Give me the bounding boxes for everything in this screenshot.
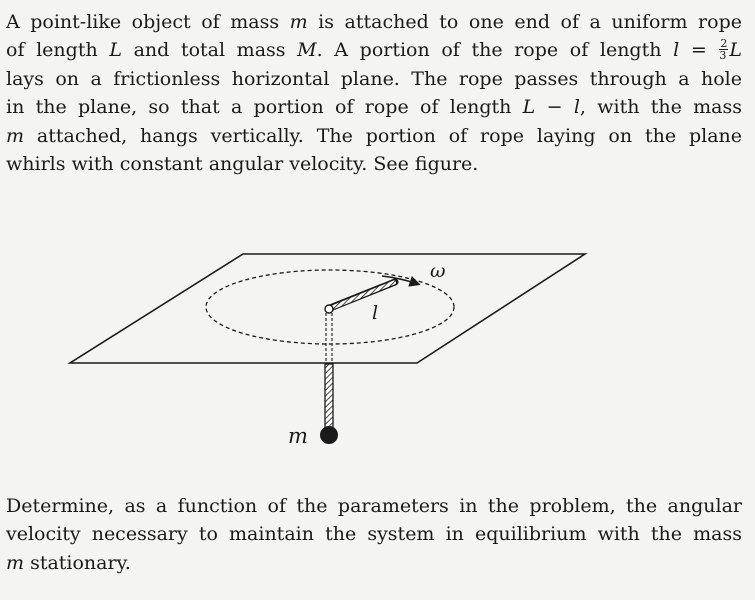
intro-line-5: m attached, hangs vertically. The portion of rope laying on the plane xyxy=(6,124,742,147)
var-M: M xyxy=(297,39,317,62)
fraction-two-thirds: $\frac{2}{3}$ xyxy=(719,36,728,62)
question-statement xyxy=(6,492,742,577)
problem-statement xyxy=(6,8,742,178)
rope-diagram-svg xyxy=(0,240,755,470)
var-m: m xyxy=(289,11,308,33)
intro-line-4: in the plane, so that a portion of rope of length L − l, with the mass xyxy=(6,96,742,119)
question-line-1: Determine, as a function of the parameters in the problem, the angular xyxy=(6,495,742,517)
var-m: m xyxy=(6,124,25,147)
rope-hanging xyxy=(325,364,333,430)
var-L: L xyxy=(109,39,122,62)
intro-line-6: whirls with constant angular velocity. See figure. xyxy=(6,153,479,176)
rope-on-plane-fill xyxy=(331,283,394,309)
var-m: m xyxy=(6,551,25,574)
var-l: l xyxy=(573,96,580,119)
intro-line-3: lays on a frictionless horizontal plane. The rope passes through a hole xyxy=(6,67,742,90)
question-line-3: m stationary. xyxy=(6,551,131,574)
intro-line-2: of length L and total mass M. A portion of the rope of length l = $\frac{2}{3}$ L xyxy=(6,36,742,62)
rope-length-label: l xyxy=(372,302,379,324)
mass-label: m xyxy=(288,424,308,448)
question-line-2: velocity necessary to maintain the system in equilibrium with the mass xyxy=(6,523,742,546)
rope-diagram xyxy=(0,240,755,470)
intro-line-1: A point-like object of mass m is attached to one end of a uniform rope xyxy=(6,11,742,33)
var-L: L xyxy=(522,96,536,119)
point-mass xyxy=(320,426,338,444)
plane-hole xyxy=(325,305,333,313)
omega-label: ω xyxy=(430,260,446,282)
var-L: L xyxy=(729,39,742,62)
var-l: l xyxy=(673,39,680,62)
